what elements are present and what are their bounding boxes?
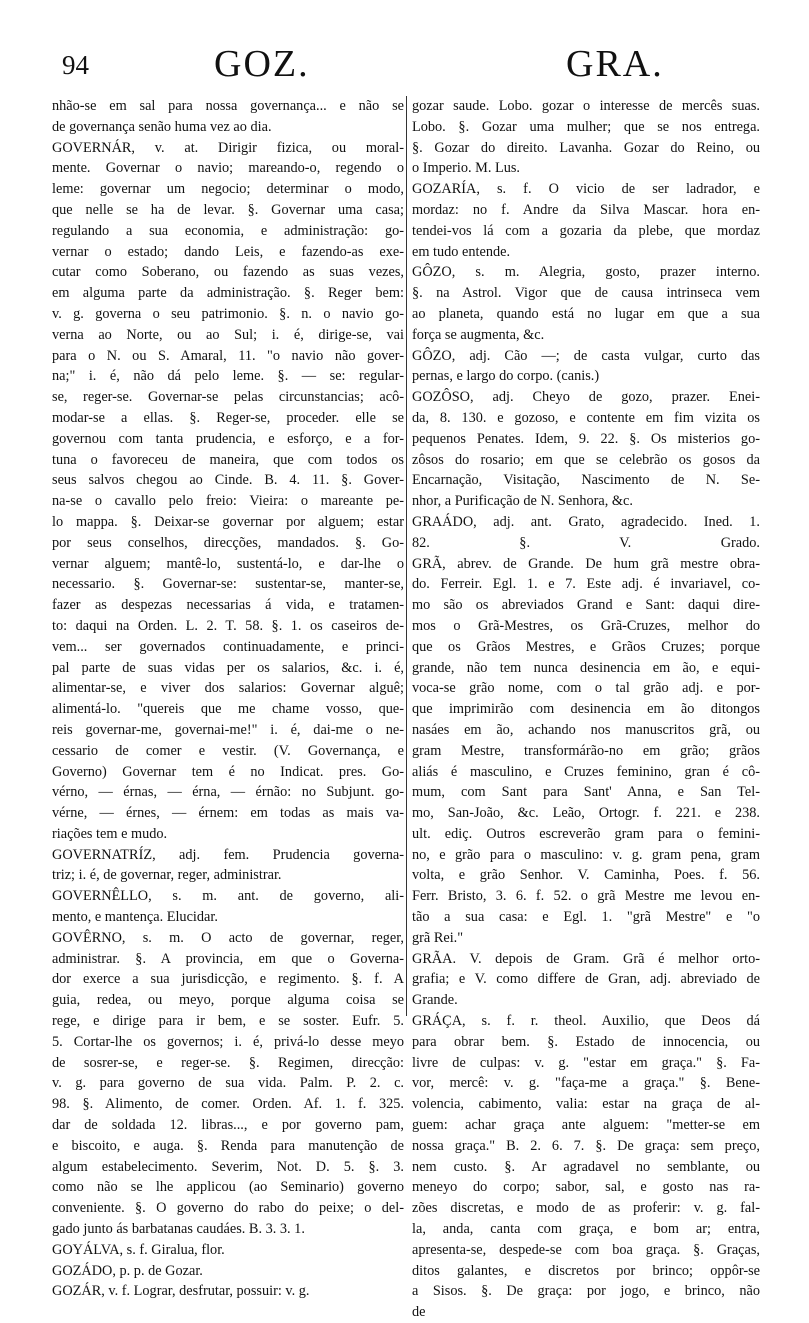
- text-line: nossa graça." B. 2. 6. 7. §. De graça: sem preço,: [412, 1137, 760, 1154]
- text-line: GOZÔSO, adj. Cheyo de gozo, prazer. Enei-: [412, 389, 760, 406]
- text-line: na-se o cavallo pelo freio: Vieira: o mareante pe-: [52, 493, 404, 510]
- text-line: v. g. governa o seu patrimonio. §. n. o navio go-: [52, 305, 404, 322]
- text-line: grã Rei.": [412, 929, 464, 946]
- text-line: GOZÁDO, p. p. de Gozar.: [52, 1262, 203, 1279]
- text-line: pal parte de suas vidas per os salarios, &c. i. é,: [52, 659, 404, 676]
- text-line: vernar o estado; dando Leis, e fazendo-as exe-: [52, 243, 404, 260]
- text-line: pernas, e largo do corpo. (canis.): [412, 368, 600, 385]
- text-line: em alguma parte da administração. §. Reger bem:: [52, 285, 404, 302]
- text-line: volta, e grão Senhor. V. Caminha, Poes. f. 56.: [412, 867, 760, 884]
- text-line: na;" i. é, não dá pelo leme. §. — se: regular-: [52, 368, 404, 385]
- text-line: ditos galantes, e discretos por brinco; oppôr-se: [412, 1262, 760, 1279]
- text-line: nhão-se em sal para nossa governança... e não se: [52, 98, 404, 114]
- text-line: leme: governar um negocio; determinar o modo,: [52, 181, 404, 198]
- text-line: guem: achar graça ante alguem: "metter-se em: [412, 1117, 760, 1134]
- text-line: se, reger-se. Governar-se pelas circunstancias; acô-: [52, 389, 404, 406]
- text-line: lo mappa. §. Deixar-se governar por alguem; estar: [52, 513, 404, 530]
- text-line: nhor, a Purificação de N. Senhora, &c.: [412, 493, 633, 510]
- text-line: mento, e mantença. Elucidar.: [52, 909, 218, 926]
- text-line: tendei-vos lá com a gozaria da plebe, que mordaz: [412, 222, 760, 239]
- text-line: gozar saude. Lobo. gozar o interesse de mercês suas.: [412, 98, 760, 114]
- text-line: reis governar-me, governai-me!" i. é, dai-me o ne-: [52, 721, 404, 738]
- text-line: rege, e dirige para ir bem, e se soster. Eufr. 5.: [52, 1013, 404, 1030]
- text-line: GRAÁDO, adj. ant. Grato, agradecido. Ined. 1.: [412, 513, 760, 530]
- text-line: GRÃ, abrev. de Grande. De hum grã mestre obra-: [412, 555, 760, 572]
- text-line: tuna o favoreceu de maneira, que com todos os: [52, 451, 404, 468]
- text-line: GÔZO, s. m. Alegria, gosto, prazer interno.: [412, 264, 760, 281]
- text-line: que nelle se ha de levar. §. Governar uma casa;: [52, 201, 404, 218]
- text-line: mordaz: no f. Andre da Silva Mascar. hora en-: [412, 201, 760, 218]
- text-line: e biscoito, e auga. §. Renda para manutenção de: [52, 1137, 404, 1154]
- text-line: alimentá-lo. "quereis que me chame vosso, que-: [52, 701, 404, 718]
- text-line: a Sisos. §. De graça: por jogo, e brinco, não: [412, 1283, 760, 1300]
- right-text-column: [412, 96, 760, 1321]
- text-line: da, 8. 130. e gozoso, e contente em fim vizita os: [412, 409, 760, 426]
- text-line: cessario de comer e vestir. (V. Governança, e: [52, 742, 404, 759]
- text-line: nem custo. §. Ar agradavel no semblante, ou: [412, 1158, 760, 1175]
- text-line: gram Mestre, transformárão-no em grão; grãos: [412, 742, 760, 759]
- text-line: como não se lhe applicou (ao Seminario) governo: [52, 1179, 404, 1196]
- text-line: 98. §. Alimento, de comer. Orden. Af. 1. f. 325.: [52, 1096, 404, 1113]
- text-line: GOVERNATRÍZ, adj. fem. Prudencia governa-: [52, 846, 404, 863]
- text-line: zões discretas, e modo de as proferir: v. g. fal-: [412, 1200, 760, 1217]
- text-line: vem... ser governados continuadamente, e princi-: [52, 638, 404, 655]
- text-line: meneyo do corpo; sabor, sal, e gosto nas ra-: [412, 1179, 760, 1196]
- text-line: GRÁÇA, s. f. r. theol. Auxilio, que Deos dá: [412, 1013, 760, 1030]
- text-line: regulando a sua economia, e administração: go-: [52, 222, 404, 239]
- text-line: vérne, — érnes, — érnem: em todas as mais va-: [52, 805, 404, 822]
- text-line: GOZÁR, v. f. Lograr, desfrutar, possuir: v. g.: [52, 1283, 310, 1300]
- text-line: zôsos do rosario; em que se celebrão os gosos da: [412, 451, 760, 468]
- text-line: de: [412, 1304, 426, 1321]
- text-line: §. na Astrol. Vigor que de causa intrinseca vem: [412, 285, 760, 302]
- text-line: apresenta-se, despede-se com boa graça. §. Graças,: [412, 1241, 760, 1258]
- text-line: la, anda, canta com graça, e bom ar; entra,: [412, 1221, 760, 1238]
- text-line: gado junto ás barbatanas caudáes. B. 3. 3. 1.: [52, 1221, 305, 1238]
- page-number: 94: [62, 50, 89, 80]
- text-line: GOVERNÁR, v. at. Dirigir fizica, ou moral-: [52, 139, 404, 156]
- text-line: cutar como Soberano, ou fazendo as suas vezes,: [52, 264, 404, 281]
- text-line: nasáes em ão, achando nos manuscritos grã, ou: [412, 721, 760, 738]
- text-line: vernar alguem; mantê-lo, sustentá-lo, e dar-lhe o: [52, 555, 404, 572]
- text-line: GRÃA. V. depois de Gram. Grã é melhor orto-: [412, 950, 760, 967]
- text-line: voca-se grão nome, com o tal grão adj. e por-: [412, 680, 760, 697]
- text-line: mos o Grã-Mestres, os Grã-Cruzes, melhor do: [412, 617, 760, 634]
- text-line: grande, não tem nunca desinencia em ão, e equi-: [412, 659, 760, 676]
- text-line: fazer as despezas necessarias á vida, e tratamen-: [52, 597, 404, 614]
- text-line: GOZARÍA, s. f. O vicio de ser ladrador, e: [412, 181, 760, 198]
- text-line: livre de culpas: v. g. "estar em graça." §. Fa-: [412, 1054, 760, 1071]
- text-line: aliás é masculino, e Cruzes feminino, gran é cô-: [412, 763, 760, 780]
- text-line: Grande.: [412, 992, 458, 1009]
- text-line: dor exerce a sua jurisdicção, e regimento. §. f. A: [52, 971, 404, 988]
- text-line: GOVERNÊLLO, s. m. ant. de governo, ali-: [52, 888, 404, 905]
- text-line: mo são os abreviados Grand e Sant: daqui dire-: [412, 597, 760, 614]
- left-running-headword: GOZ.: [214, 43, 310, 85]
- text-line: GOYÁLVA, s. f. Giralua, flor.: [52, 1241, 225, 1258]
- text-line: 5. Cortar-lhe os governos; i. é, privá-lo desse meyo: [52, 1033, 404, 1050]
- right-running-headword: GRA.: [566, 43, 664, 85]
- text-line: em tudo entende.: [412, 243, 511, 260]
- text-line: 82. §. V. Grado.: [412, 534, 760, 551]
- text-line: mente. Governar o navio; mareando-o, regendo o: [52, 160, 404, 177]
- text-line: mo, San-João, &c. Leão, Ortogr. f. 221. e 238.: [412, 805, 760, 822]
- text-line: do. Ferreir. Egl. 1. e 7. Este adj. é invariavel, co-: [412, 576, 760, 593]
- column-divider: [406, 96, 407, 1016]
- page-header: [0, 42, 809, 92]
- text-line: Governo) Governar tem é no Indicat. pres. Go-: [52, 763, 404, 780]
- text-line: seus salvos chegou ao Cinde. B. 4. 11. §. Gover-: [52, 472, 404, 489]
- text-line: de governança senão huma vez ao dia.: [52, 118, 272, 135]
- text-line: no, e grão para o masculino: v. g. gram pena, gram: [412, 846, 760, 863]
- text-line: tão a sua casa: e Egl. 1. "grã Mestre" e "o: [412, 909, 760, 926]
- text-line: riações tem e mudo.: [52, 825, 168, 842]
- text-line: vérno, — érnas, — érna, — érnão: no Subjunt. go-: [52, 784, 404, 801]
- text-line: v. g. para governo de sua vida. Palm. P. 2. c.: [52, 1075, 404, 1092]
- text-line: Encarnação, Visitação, Nascimento de N. Se-: [412, 472, 760, 489]
- text-line: de sosrer-se, e reger-se. §. Regimen, direcção:: [52, 1054, 404, 1071]
- text-line: GOVÊRNO, s. m. O acto de governar, reger,: [52, 929, 404, 946]
- text-line: grafia; e V. como differe de Gran, adj. abreviado de: [412, 971, 760, 988]
- text-line: GÔZO, adj. Cão —; de casta vulgar, curto das: [412, 347, 760, 364]
- left-text-column: [52, 96, 404, 1300]
- text-line: verna ao Norte, ou ao Sul; i. é, dirige-se, vai: [52, 326, 404, 343]
- text-line: to: daqui na Orden. L. 2. T. 58. §. 1. os caseiros de-: [52, 617, 404, 634]
- text-line: guia, redea, ou meyo, porque alguma coisa se: [52, 992, 404, 1009]
- text-line: administrar. §. A provincia, em que o Governa-: [52, 950, 404, 967]
- text-line: por seus conselhos, direcções, mandados. §. Go-: [52, 534, 404, 551]
- text-line: o Imperio. M. Lus.: [412, 160, 521, 177]
- text-line: que os Grãos Mestres, e Grãos Cruzes; porque: [412, 638, 760, 655]
- text-line: modar-se a ellas. §. Reger-se, proceder. elle se: [52, 409, 404, 426]
- text-line: volencia, cabimento, valia: estar na graça de al-: [412, 1096, 760, 1113]
- text-line: Ferr. Bristo, 3. 6. f. 52. o grã Mestre me levou en-: [412, 888, 760, 905]
- text-line: para o N. ou S. Amaral, 11. "o navio não gover-: [52, 347, 404, 364]
- text-line: Lobo. §. Gozar uma mulher; que se nos entrega.: [412, 118, 760, 135]
- text-line: algum estabelecimento. Severim, Not. D. 5. §. 3.: [52, 1158, 404, 1175]
- text-line: conveniente. §. O governo do rabo do peixe; o del-: [52, 1200, 404, 1217]
- text-line: força se augmenta, &c.: [412, 326, 545, 343]
- text-line: que imprimirão com desinencia em ão ditongos: [412, 701, 760, 718]
- text-line: §. Gozar do direito. Lavanha. Gozar do Reino, ou: [412, 139, 760, 156]
- text-line: necessario. §. Governar-se: sustentar-se, manter-se,: [52, 576, 404, 593]
- text-line: alimentar-se, e viver dos salarios: Governar alguê;: [52, 680, 404, 697]
- text-line: triz; i. é, de governar, reger, administrar.: [52, 867, 282, 884]
- text-line: vor, mercê: v. g. "faça-me a graça." §. Bene-: [412, 1075, 760, 1092]
- text-line: ult. ediç. Outros escreverão gram para o femini-: [412, 825, 760, 842]
- text-line: pequenos Penates. Idem, 9. 22. §. Os misterios go-: [412, 430, 760, 447]
- text-line: para obrar bem. §. Estado de innocencia, ou: [412, 1033, 760, 1050]
- text-line: governou com tanta prudencia, e esforço, e a for-: [52, 430, 404, 447]
- text-line: mum, com Sant para Sant' Anna, e San Tel-: [412, 784, 760, 801]
- text-line: dar de soldada 12. libras..., e por governo pam,: [52, 1117, 404, 1134]
- text-line: ao planeta, quando está no lugar em que a sua: [412, 305, 760, 322]
